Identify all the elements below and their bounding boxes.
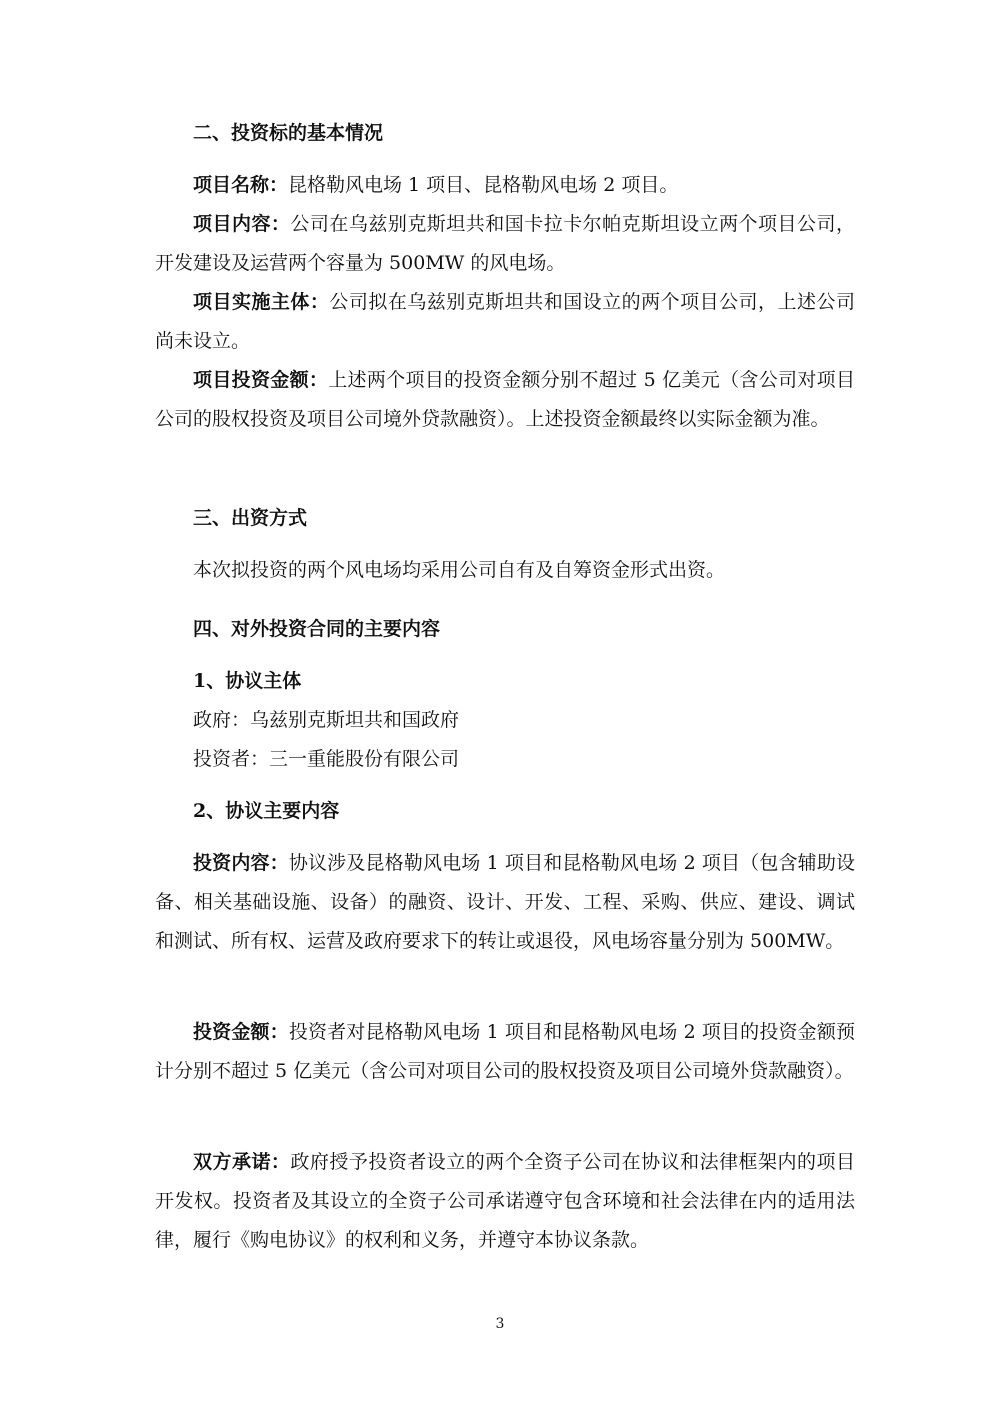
project-content-label: 项目内容： bbox=[193, 213, 291, 235]
invest-amount-label: 投资金额： bbox=[193, 1021, 289, 1043]
invest-amount-text: 投资者对昆格勒风电场 1 项目和昆格勒风电场 2 项目的投资金额预计分别不超过 5 亿美元（含公司对项目公司的股权投资及项目公司境外贷款融资）。 bbox=[155, 1021, 855, 1082]
invest-content-label: 投资内容： bbox=[193, 852, 289, 874]
project-amount-paragraph bbox=[155, 361, 855, 439]
project-name-text: 昆格勒风电场 1 项目、昆格勒风电场 2 项目。 bbox=[288, 174, 679, 196]
party-investor: 投资者：三一重能股份有限公司 bbox=[193, 748, 460, 770]
project-entity-text: 公司拟在乌兹别克斯坦共和国设立的两个项目公司，上述公司尚未设立。 bbox=[155, 291, 855, 352]
section-2-heading: 二、投资标的基本情况 bbox=[193, 122, 384, 144]
subsection-1-heading: 1、协议主体 bbox=[193, 670, 302, 692]
invest-amount-paragraph bbox=[155, 1013, 855, 1091]
commitment-label: 双方承诺： bbox=[193, 1151, 291, 1173]
project-entity-paragraph bbox=[155, 283, 855, 361]
project-content-text: 公司在乌兹别克斯坦共和国卡拉卡尔帕克斯坦设立两个项目公司，开发建设及运营两个容量为 500MW 的风电场。 bbox=[155, 213, 855, 274]
invest-content-text: 协议涉及昆格勒风电场 1 项目和昆格勒风电场 2 项目（包含辅助设备、相关基础设施、设备）的融资、设计、开发、工程、采购、供应、建设、调试和测试、所有权、运营及政府要求下的转让或退役，风电场容量分别为 500MW。 bbox=[155, 852, 855, 952]
project-entity-label: 项目实施主体： bbox=[193, 291, 330, 313]
section-4-heading: 四、对外投资合同的主要内容 bbox=[193, 618, 441, 640]
project-name-paragraph bbox=[155, 166, 855, 205]
subsection-2-heading: 2、协议主要内容 bbox=[193, 800, 340, 822]
party-government: 政府：乌兹别克斯坦共和国政府 bbox=[193, 709, 460, 731]
section-3-text: 本次拟投资的两个风电场均采用公司自有及自筹资金形式出资。 bbox=[193, 559, 726, 581]
commitment-paragraph bbox=[155, 1143, 855, 1260]
project-amount-text: 上述两个项目的投资金额分别不超过 5 亿美元（含公司对项目公司的股权投资及项目公司境外贷款融资）。上述投资金额最终以实际金额为准。 bbox=[155, 369, 855, 430]
page-number: 3 bbox=[495, 1316, 505, 1332]
project-amount-label: 项目投资金额： bbox=[193, 369, 329, 391]
project-name-label: 项目名称： bbox=[193, 174, 289, 196]
project-content-paragraph bbox=[155, 205, 855, 283]
commitment-text: 政府授予投资者设立的两个全资子公司在协议和法律框架内的项目开发权。投资者及其设立的全资子公司承诺遵守包含环境和社会法律在内的适用法律，履行《购电协议》的权利和义务，并遵守本协议条款。 bbox=[155, 1151, 855, 1251]
section-3-heading: 三、出资方式 bbox=[193, 507, 308, 529]
invest-content-paragraph bbox=[155, 844, 855, 961]
